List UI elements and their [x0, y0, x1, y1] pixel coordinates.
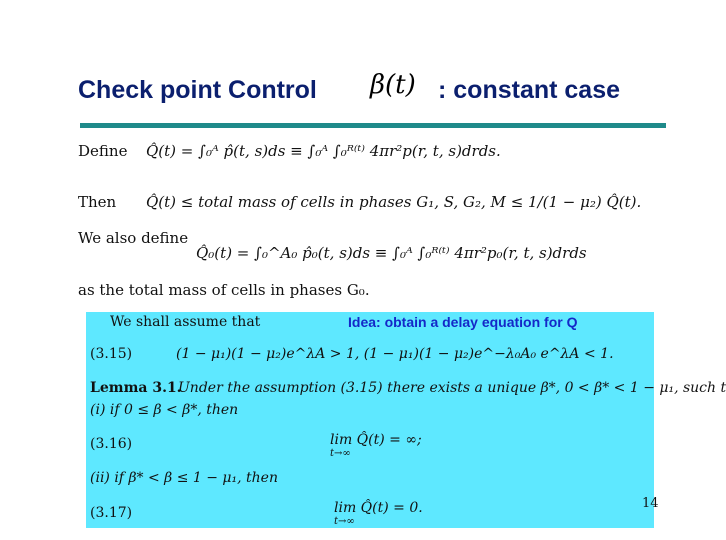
lemma-box	[86, 312, 726, 528]
eq-3-15-label: (3.15)	[90, 346, 133, 362]
eq-3-17-label: (3.17)	[90, 505, 133, 521]
slide-title	[0, 70, 720, 110]
assume-text: We shall assume that	[110, 314, 261, 330]
case-ii-text: (ii) if β* < β ≤ 1 − μ₁, then	[90, 470, 278, 486]
lemma-heading: Lemma 3.1.	[90, 380, 182, 396]
title-left-text: Check point Control	[78, 76, 317, 104]
define-formula: Q̂(t) = ∫₀ᴬ p̂(t, s)ds ≡ ∫₀ᴬ ∫₀ᴿ⁽ᵗ⁾ 4πr²p(r, t, s)drds.	[146, 142, 501, 160]
eq-3-16-formula: lim Q̂(t) = ∞;	[330, 432, 422, 448]
define-word: Define	[78, 142, 128, 160]
eq-3-17-limit-subscript: t→∞	[334, 516, 355, 527]
also-define-word: We also define	[78, 229, 189, 247]
title-beta-symbol: β(t)	[370, 70, 416, 100]
page-number: 14	[642, 496, 659, 511]
idea-annotation: Idea: obtain a delay equation for Q	[348, 314, 578, 330]
eq-3-16-limit-subscript: t→∞	[330, 448, 351, 459]
case-i-text: (i) if 0 ≤ β < β*, then	[90, 402, 239, 418]
title-divider	[80, 123, 666, 128]
then-formula: Q̂(t) ≤ total mass of cells in phases G₁, S, G₂, M ≤ 1/(1 − μ₂) Q̂(t).	[146, 193, 642, 211]
eq-3-17-formula: lim Q̂(t) = 0.	[334, 500, 423, 516]
eq-3-16-label: (3.16)	[90, 436, 133, 452]
then-word: Then	[78, 193, 117, 211]
eq-3-15-formula: (1 − μ₁)(1 − μ₂)e^λA > 1, (1 − μ₁)(1 − μ₂)e^−λ₀A₀ e^λA < 1.	[176, 346, 614, 362]
title-right-text: : constant case	[438, 76, 621, 104]
lemma-statement: Under the assumption (3.15) there exists a unique β*, 0 < β* < 1 − μ₁, such t	[178, 380, 726, 396]
as-total-mass-line: as the total mass of cells in phases G₀.	[78, 281, 370, 299]
also-define-formula: Q̂₀(t) = ∫₀^A₀ p̂₀(t, s)ds ≡ ∫₀ᴬ ∫₀ᴿ⁽ᵗ⁾ 4πr²p₀(r, t, s)drds	[196, 244, 587, 262]
